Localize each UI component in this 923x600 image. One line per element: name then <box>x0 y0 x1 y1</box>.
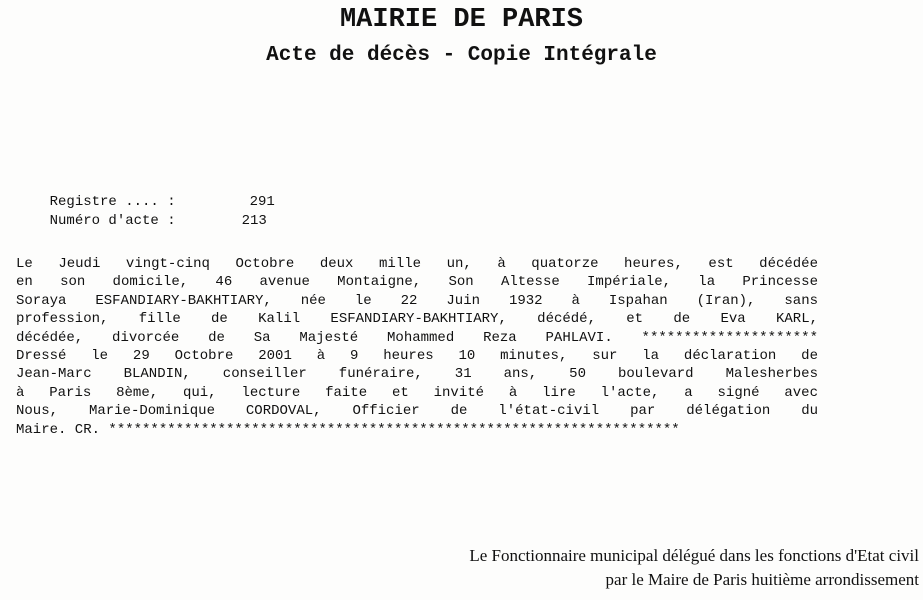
act-line: Jean-Marc BLANDIN, conseiller funéraire, 31 ans, 50 boulevard Malesherbes <box>16 366 818 383</box>
act-line: Nous, Marie-Dominique CORDOVAL, Officier de l'état-civil par délégation du <box>16 403 818 420</box>
signature-line-1: Le Fonctionnaire municipal délégué dans les fonctions d'Etat civil <box>469 546 919 565</box>
acte-number-row <box>16 194 267 248</box>
registre-value: 291 <box>249 194 275 210</box>
act-body <box>16 255 818 439</box>
acte-number-label: Numéro d'acte : <box>49 213 176 229</box>
act-line: Maire. CR. ******************************************************************** <box>16 421 680 438</box>
act-line: Dressé le 29 Octobre 2001 à 9 heures 10 minutes, sur la déclaration de <box>16 347 818 364</box>
act-line: Le Jeudi vingt-cinq Octobre deux mille un, à quatorze heures, est décédée <box>16 256 818 272</box>
signature-block <box>469 544 919 592</box>
act-line: Soraya ESFANDIARY-BAKHTIARY, née le 22 Juin 1932 à Ispahan (Iran), sans <box>16 292 818 309</box>
acte-number-value: 213 <box>241 213 267 229</box>
act-line: décédée, divorcée de Sa Majesté Mohammed Reza PAHLAVI. ********************* <box>16 329 818 346</box>
signature-line-2: par le Maire de Paris huitième arrondissement <box>605 570 919 589</box>
act-line: profession, fille de Kalil ESFANDIARY-BAKHTIARY, décédé, et de Eva KARL, <box>16 311 818 328</box>
registre-label: Registre .... : <box>49 194 176 210</box>
document-subtitle: Acte de décès - Copie Intégrale <box>266 44 657 67</box>
act-line: en son domicile, 46 avenue Montaigne, Son Altesse Impériale, la Princesse <box>16 274 818 291</box>
document-title: MAIRIE DE PARIS <box>339 5 584 35</box>
act-line: à Paris 8ème, qui, lecture faite et invité à lire l'acte, a signé avec <box>16 384 818 401</box>
